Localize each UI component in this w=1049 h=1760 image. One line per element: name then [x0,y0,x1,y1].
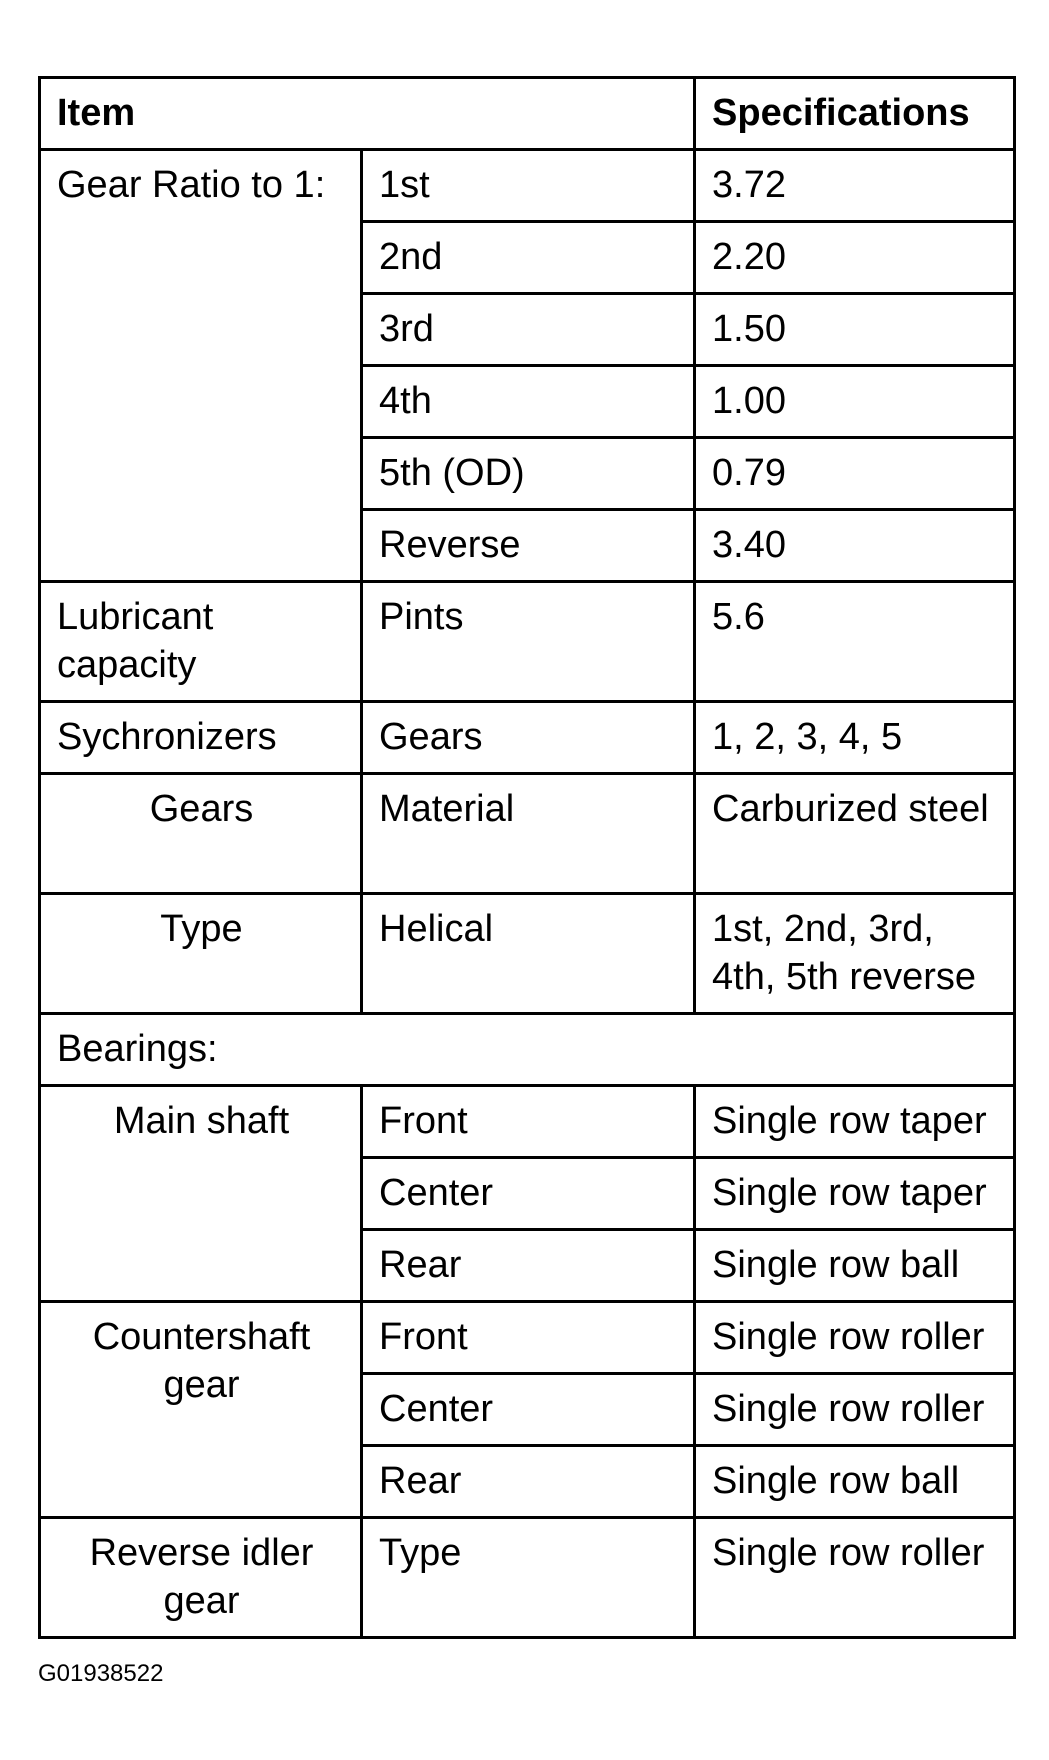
lubricant-value: 5.6 [695,582,1015,702]
type-label: Type [40,894,362,1014]
bearing-position: Rear [362,1446,695,1518]
lubricant-unit: Pints [362,582,695,702]
lubricant-label: Lubricant capacity [40,582,362,702]
bearing-position: Center [362,1374,695,1446]
gear-ratio-label: Gear Ratio to 1: [40,150,362,582]
bearing-value: Single row roller [695,1374,1015,1446]
gear-ratio-value: 1.50 [695,294,1015,366]
bearing-position: Front [362,1086,695,1158]
bearing-position: Center [362,1158,695,1230]
table-row [40,894,1015,1014]
bearing-value: Single row ball [695,1446,1015,1518]
specifications-table [38,76,1016,1639]
type-value: 1st, 2nd, 3rd, 4th, 5th reverse [695,894,1015,1014]
table-row [40,150,1015,222]
gear-name: 5th (OD) [362,438,695,510]
gear-name: Reverse [362,510,695,582]
bearing-value: Single row taper [695,1086,1015,1158]
bearing-value: Single row taper [695,1158,1015,1230]
gear-ratio-value: 0.79 [695,438,1015,510]
bearings-heading: Bearings: [40,1014,1015,1086]
table-row [40,1086,1015,1158]
bearing-value: Single row ball [695,1230,1015,1302]
gears-label: Gears [40,774,362,894]
gears-value: Carburized steel [695,774,1015,894]
header-row [40,78,1015,150]
type-sub: Helical [362,894,695,1014]
reverse-idler-sub: Type [362,1518,695,1638]
countershaft-label: Countershaft gear [40,1302,362,1518]
bearings-heading-row [40,1014,1015,1086]
table-row [40,1518,1015,1638]
gear-ratio-value: 1.00 [695,366,1015,438]
gear-name: 1st [362,150,695,222]
header-item: Item [40,78,695,150]
gear-name: 3rd [362,294,695,366]
gear-ratio-value: 3.40 [695,510,1015,582]
gear-ratio-value: 2.20 [695,222,1015,294]
reverse-idler-value: Single row roller [695,1518,1015,1638]
synchronizers-value: 1, 2, 3, 4, 5 [695,702,1015,774]
bearing-position: Front [362,1302,695,1374]
synchronizers-label: Sychronizers [40,702,362,774]
gear-ratio-value: 3.72 [695,150,1015,222]
reverse-idler-label: Reverse idler gear [40,1518,362,1638]
gear-name: 4th [362,366,695,438]
table-row [40,1302,1015,1374]
main-shaft-label: Main shaft [40,1086,362,1302]
gears-sub: Material [362,774,695,894]
table-row [40,774,1015,894]
table-row [40,702,1015,774]
header-specifications: Specifications [695,78,1015,150]
table-row [40,582,1015,702]
bearing-position: Rear [362,1230,695,1302]
bearing-value: Single row roller [695,1302,1015,1374]
gear-name: 2nd [362,222,695,294]
figure-code: G01938522 [38,1660,164,1687]
synchronizers-sub: Gears [362,702,695,774]
